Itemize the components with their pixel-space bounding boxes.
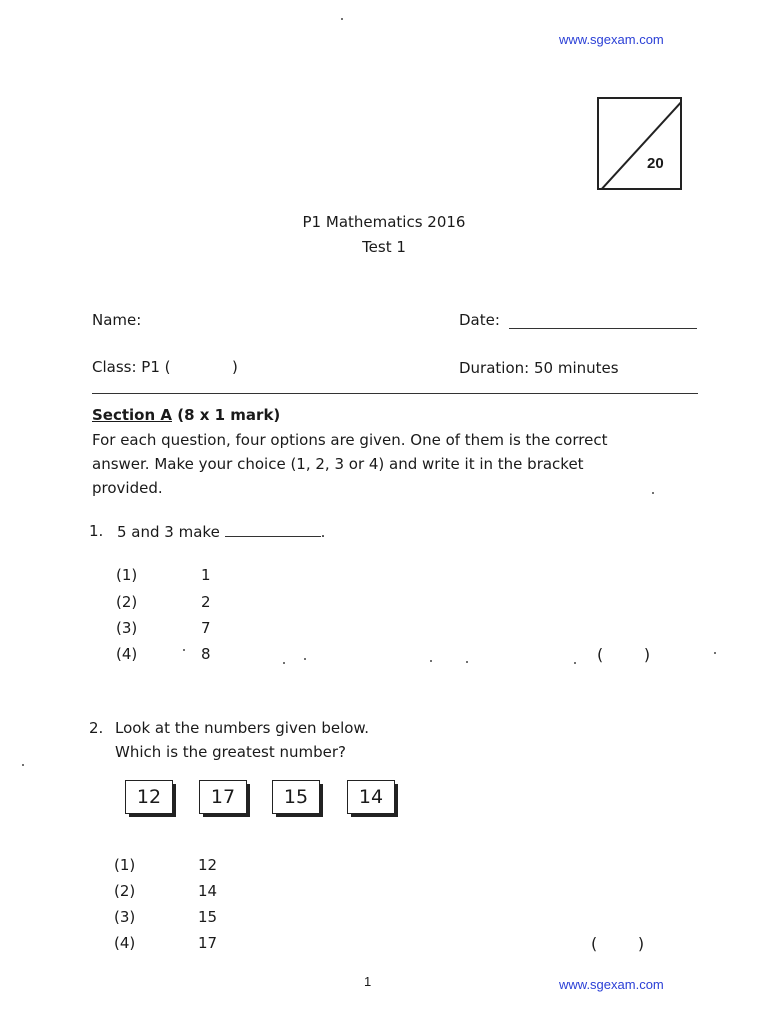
question-end: . <box>320 523 326 541</box>
scan-speck <box>574 662 576 664</box>
duration-label: Duration: 50 minutes <box>459 359 619 377</box>
score-box <box>597 97 682 190</box>
number-box: 15 <box>272 780 320 814</box>
option-value: 2 <box>201 593 211 611</box>
answer-bracket[interactable]: ( ) <box>597 645 651 664</box>
scan-speck <box>466 661 468 663</box>
name-label: Name: <box>92 311 142 329</box>
option-label: (4) <box>114 934 136 952</box>
option-label: (3) <box>116 619 138 637</box>
section-title: Section A <box>92 406 172 424</box>
option-value: 1 <box>201 566 211 584</box>
page-number: 1 <box>364 974 372 989</box>
instruction-line: provided. <box>92 479 163 497</box>
option-label: (3) <box>114 908 136 926</box>
section-heading <box>92 406 280 424</box>
scan-speck <box>283 662 285 664</box>
option-label: (1) <box>114 856 136 874</box>
option-value: 17 <box>198 934 218 952</box>
class-label: Class: P1 ( <box>92 358 171 376</box>
footer-url: www.sgexam.com <box>559 977 664 992</box>
scan-speck <box>714 652 716 654</box>
scan-speck <box>183 649 185 651</box>
scan-speck <box>341 18 343 20</box>
question-text <box>117 522 325 541</box>
header-rule <box>92 393 698 394</box>
paper-subtitle: Test 1 <box>362 238 406 256</box>
instruction-line: answer. Make your choice (1, 2, 3 or 4) and write it in the bracket <box>92 455 584 473</box>
number-box: 14 <box>347 780 395 814</box>
question-text: Which is the greatest number? <box>115 743 347 761</box>
question-stem: 5 and 3 make <box>117 523 220 541</box>
scan-speck <box>304 658 306 660</box>
date-line <box>509 328 697 329</box>
option-value: 12 <box>198 856 218 874</box>
paper-title: P1 Mathematics 2016 <box>302 213 466 231</box>
header-url: www.sgexam.com <box>559 32 664 47</box>
option-value: 14 <box>198 882 218 900</box>
option-label: (1) <box>116 566 138 584</box>
number-box: 17 <box>199 780 247 814</box>
score-total: 20 <box>647 155 664 172</box>
question-text: Look at the numbers given below. <box>115 719 370 737</box>
question-number: 1. <box>89 522 104 540</box>
option-label: (2) <box>114 882 136 900</box>
instruction-line: For each question, four options are given. One of them is the correct <box>92 431 608 449</box>
answer-blank <box>225 522 321 537</box>
scan-speck <box>22 764 24 766</box>
answer-bracket[interactable]: ( ) <box>591 934 645 953</box>
score-diagonal <box>599 99 682 190</box>
option-value: 15 <box>198 908 218 926</box>
question-number: 2. <box>89 719 104 737</box>
class-close: ) <box>232 358 238 376</box>
section-marks: (8 x 1 mark) <box>177 406 281 424</box>
number-box: 12 <box>125 780 173 814</box>
option-value: 7 <box>201 619 211 637</box>
option-label: (4) <box>116 645 138 663</box>
date-label: Date: <box>459 311 500 329</box>
scan-speck <box>430 660 432 662</box>
option-value: 8 <box>201 645 211 663</box>
scan-speck <box>652 492 654 494</box>
option-label: (2) <box>116 593 138 611</box>
